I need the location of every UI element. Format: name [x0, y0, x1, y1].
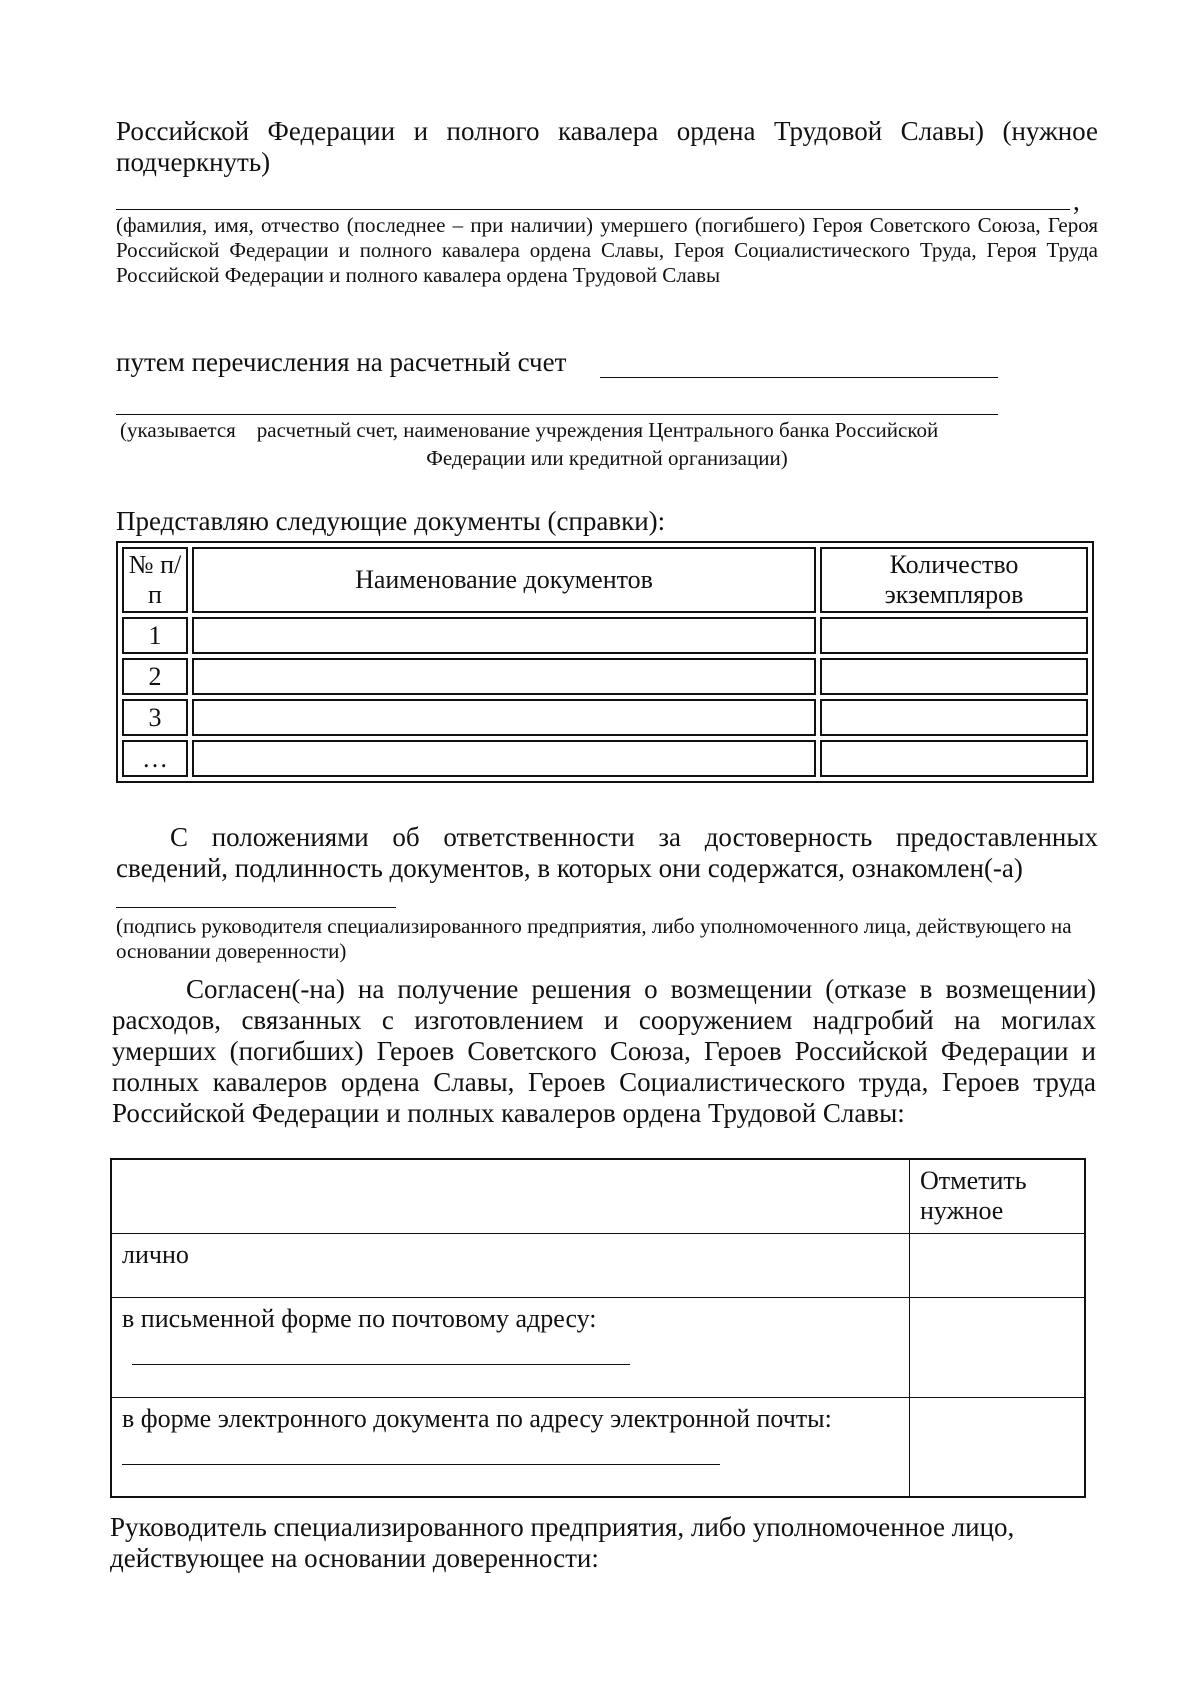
documents-heading: Представляю следующие документы (справки):: [116, 506, 666, 536]
header-quantity: Количество экземпляров: [820, 547, 1088, 613]
consent-text: Согласен(-на) на получение решения о возмещении (отказе в возмещении) расходов, связанных с изготовлением и сооружением надгробий на могилах умерших (погибших) Героев Советского Союза, Героев Российской Федерации и полных кавалеров ордена Славы, Героев Социалистического труда, Героев труда Российской Федерации и полных кавалеров ордена Трудовой Славы:: [112, 974, 1096, 1128]
header-document-name: Наименование документов: [192, 547, 816, 613]
quantity-cell[interactable]: [820, 617, 1088, 654]
mark-cell-in-person[interactable]: [910, 1233, 1086, 1297]
header-continuation: Российской Федерации и полного кавалера ордена Трудовой Славы) (нужное подчеркнуть): [116, 116, 1098, 177]
account-caption-line1: (указывается расчетный счет, наименование учреждения Центрального банка Российской: [120, 418, 939, 442]
choice-header-blank: [111, 1159, 910, 1233]
quantity-cell[interactable]: [820, 740, 1088, 777]
document-name-cell[interactable]: [192, 617, 816, 654]
quantity-cell[interactable]: [820, 658, 1088, 695]
account-line-1[interactable]: [600, 377, 998, 378]
account-caption-line2: Федерации или кредитной организации): [426, 446, 788, 470]
footer-text: Руководитель специализированного предприятия, либо уполномоченное лицо, действующее на основании доверенности:: [110, 1512, 1015, 1573]
row-number: 1: [122, 617, 188, 654]
choice-table-header: [111, 1159, 1085, 1233]
quantity-cell[interactable]: [820, 699, 1088, 736]
table-row: [122, 699, 1088, 736]
option-postal: [111, 1297, 910, 1397]
transfer-label: путем перечисления на расчетный счет: [116, 347, 567, 377]
account-line-2[interactable]: [116, 414, 998, 415]
delivery-choice-table: [110, 1158, 1086, 1498]
documents-table: [116, 541, 1094, 783]
choice-option-row: [111, 1297, 1085, 1397]
signature-line[interactable]: [116, 907, 396, 908]
document-name-cell[interactable]: [192, 740, 816, 777]
deceased-name-line[interactable]: [116, 209, 1070, 210]
option-email: [111, 1397, 910, 1497]
header-number: № п/п: [122, 547, 188, 613]
table-row: [122, 658, 1088, 695]
deceased-caption: (фамилия, имя, отчество (последнее – при наличии) умершего (погибшего) Героя Советского Союза, Героя Российской Федерации и полного кавалера ордена Славы, Героя Социалистического Труда, Героя Труда Российской Федерации и полного кавалера ордена Трудовой Славы: [116, 213, 1098, 287]
row-number: 3: [122, 699, 188, 736]
table-row: [122, 617, 1088, 654]
choice-header-mark: Отметить нужное: [910, 1159, 1086, 1233]
document-name-cell[interactable]: [192, 658, 816, 695]
row-number: …: [122, 740, 188, 777]
responsibility-text: С положениями об ответственности за достоверность предоставленных сведений, подлинность документов, в которых они содержатся, ознакомлен(-а): [116, 822, 1098, 883]
mark-cell-email[interactable]: [910, 1397, 1086, 1497]
signature-caption: (подпись руководителя специализированного предприятия, либо уполномоченного лица, действующего на основании доверенности): [116, 914, 1072, 963]
option-postal-label: в письменной форме по почтовому адресу:: [122, 1303, 597, 1333]
option-in-person: лично: [111, 1233, 910, 1297]
postal-address-line[interactable]: [132, 1364, 630, 1365]
document-name-cell[interactable]: [192, 699, 816, 736]
comma: ,: [1073, 186, 1080, 216]
table-row: [122, 740, 1088, 777]
option-email-label: в форме электронного документа по адресу электронной почты:: [122, 1403, 832, 1433]
row-number: 2: [122, 658, 188, 695]
mark-cell-postal[interactable]: [910, 1297, 1086, 1397]
choice-option-row: [111, 1233, 1085, 1297]
documents-table-header: [122, 547, 1088, 613]
choice-option-row: [111, 1397, 1085, 1497]
email-address-line[interactable]: [122, 1464, 720, 1465]
